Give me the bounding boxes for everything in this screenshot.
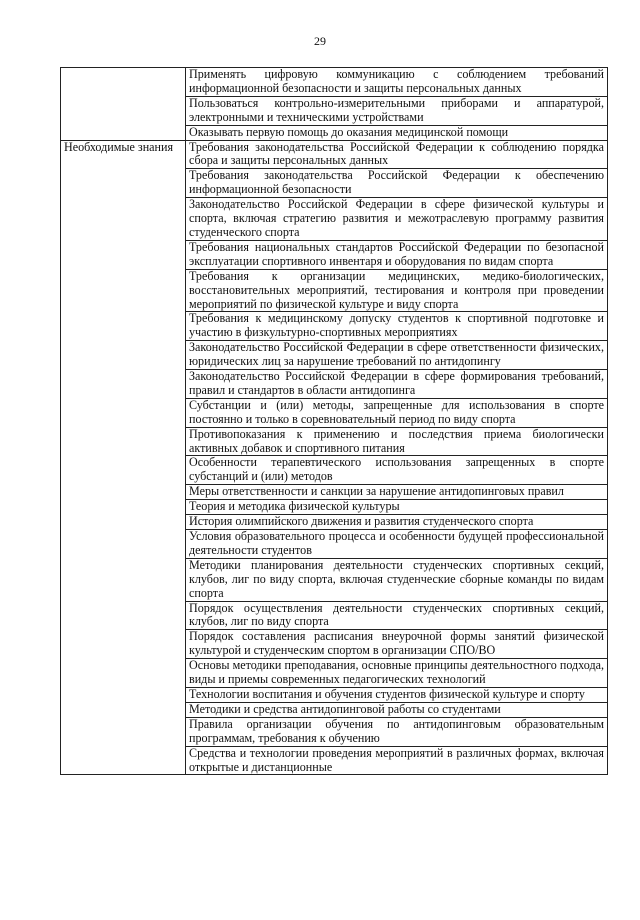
requirement-cell: Правила организации обучения по антидопинговым образовательным программам, требования к обучению [186,717,608,746]
requirement-cell: Противопоказания к применению и последствия приема биологически активных добавок и спортивного питания [186,427,608,456]
requirement-cell: Субстанции и (или) методы, запрещенные для использования в спорте постоянно и только в соревновательный период по виду спорта [186,398,608,427]
requirements-table-body [61,68,608,775]
page-number: 29 [314,34,326,48]
requirement-cell: Требования законодательства Российской Федерации к обеспечению информационной безопасности [186,169,608,198]
requirement-cell: Требования национальных стандартов Российской Федерации по безопасной эксплуатации спортивного инвентаря и оборудования по видам спорта [186,240,608,269]
requirement-cell: Требования к медицинскому допуску студентов к спортивной подготовке и участию в физкультурно-спортивных мероприятиях [186,312,608,341]
requirement-cell: Законодательство Российской Федерации в сфере формирования требований, правил и стандартов в области антидопинга [186,370,608,399]
requirement-cell: Условия образовательного процесса и особенности будущей профессиональной деятельности студентов [186,530,608,559]
requirement-cell: Порядок составления расписания внеурочной формы занятий физической культурой и студенческим спортом в организации СПО/ВО [186,630,608,659]
requirement-cell: Требования законодательства Российской Федерации к соблюдению порядка сбора и защиты персональных данных [186,140,608,169]
table-row [61,68,608,97]
requirement-cell: Законодательство Российской Федерации в сфере физической культуры и спорта, включая стратегию развития и межотраслевую программу развития студенческого спорта [186,198,608,241]
requirement-cell: Особенности терапевтического использования запрещенных в спорте субстанций и (или) методов [186,456,608,485]
requirement-cell: Законодательство Российской Федерации в сфере ответственности физических, юридических лиц за нарушение требований по антидопингу [186,341,608,370]
knowledge-label-cell: Необходимые знания [61,140,186,775]
requirement-cell: Методики и средства антидопинговой работы со студентами [186,702,608,717]
requirement-cell: Технологии воспитания и обучения студентов физической культуре и спорту [186,687,608,702]
skills-label-cell [61,68,186,141]
requirement-cell: Оказывать первую помощь до оказания медицинской помощи [186,125,608,140]
requirement-cell: История олимпийского движения и развития студенческого спорта [186,515,608,530]
requirement-cell: Пользоваться контрольно-измерительными приборами и аппаратурой, электронными и техническими устройствами [186,96,608,125]
table-row [61,140,608,169]
requirement-cell: Требования к организации медицинских, медико-биологических, восстановительных мероприятий, тестирования и контроля при проведении мероприятий по физической культуре и виду спорта [186,269,608,312]
requirement-cell: Средства и технологии проведения мероприятий в различных формах, включая открытые и дистанционные [186,746,608,775]
requirements-table [60,67,608,775]
requirement-cell: Основы методики преподавания, основные принципы деятельностного подхода, виды и приемы современных педагогических технологий [186,659,608,688]
requirement-cell: Теория и методика физической культуры [186,500,608,515]
requirement-cell: Применять цифровую коммуникацию с соблюдением требований информационной безопасности и защиты персональных данных [186,68,608,97]
requirement-cell: Порядок осуществления деятельности студенческих спортивных секций, клубов, лиг по виду спорта [186,601,608,630]
requirement-cell: Меры ответственности и санкции за нарушение антидопинговых правил [186,485,608,500]
requirement-cell: Методики планирования деятельности студенческих спортивных секций, клубов, лиг по виду спорта, включая студенческие сборные команды по видам спорта [186,558,608,601]
